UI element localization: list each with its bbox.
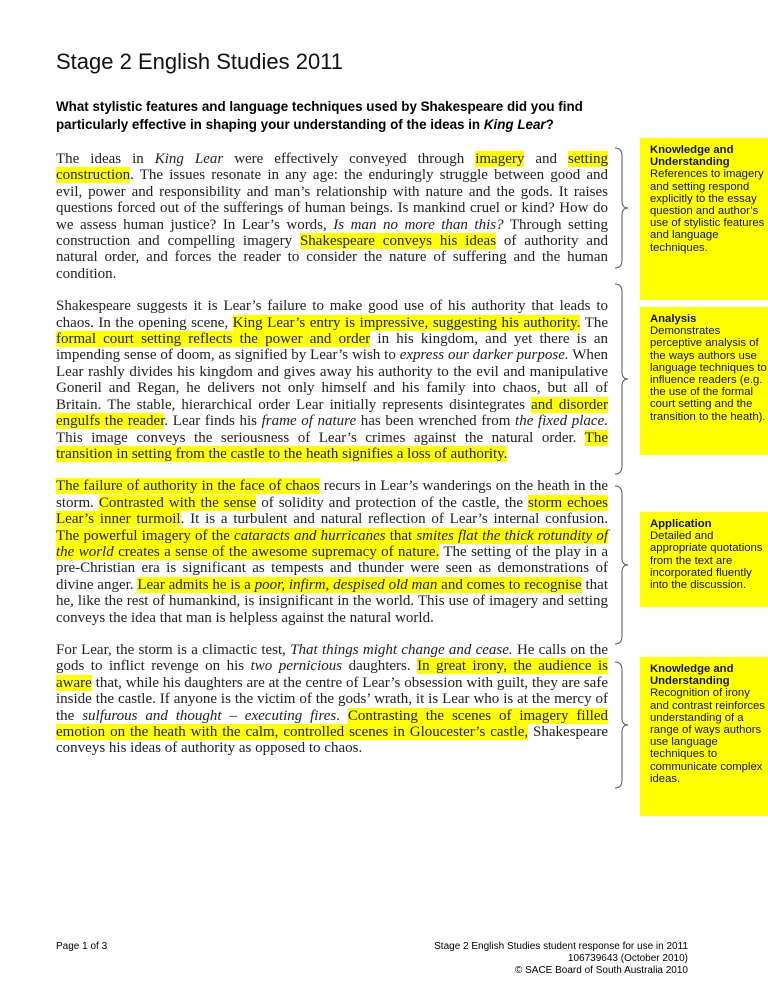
quotation-text: sulfurous and thought – executing fires [82, 707, 337, 724]
highlighted-text: formal court setting reflects the power and order [56, 331, 371, 348]
page-title: Stage 2 English Studies 2011 [56, 49, 344, 74]
body-text: . [336, 707, 348, 724]
quotation-text: That things might change and cease. [290, 641, 513, 658]
body-text: that he, like the rest of humankind, is insignificant in the world. This use of imagery and setting conveys the idea that man is helpless against the natural world. [56, 576, 608, 626]
brace-2 [612, 282, 634, 476]
highlighted-text: and disorder engulfs the reader [56, 396, 608, 430]
body-text: in his kingdom, and yet there is an impending sense of doom, as signified by Lear’s wish to [56, 331, 608, 364]
highlighted-text: and comes to recognise [437, 576, 582, 593]
note-body: Recognition of irony and contrast reinforces understanding of a range of ways authors use language techniques to communicate complex ideas. [650, 687, 765, 785]
quotation-text: King Lear [154, 151, 224, 167]
assessment-note-1 [640, 138, 768, 300]
quotation-text: the fixed place. [515, 413, 608, 430]
highlighted-text: King Lear’s entry is impressive, suggesting his authority. [232, 314, 581, 331]
page-number: Page 1 of 3 [56, 941, 108, 952]
paragraph-1 [56, 151, 608, 282]
highlighted-text: Shakespeare conveys his ideas [299, 233, 497, 250]
body-text: . It is a turbulent and natural reflection of Lear’s internal confusion. [180, 511, 608, 528]
note-heading: Knowledge and Understanding [650, 663, 734, 688]
body-text: Shakespeare conveys his ideas of authority as opposed to chaos. [56, 724, 608, 757]
assessment-note-2 [640, 307, 768, 455]
highlighted-text: Contrasted with the sense [98, 494, 257, 511]
question-mark: ? [545, 117, 554, 132]
body-text: daughters. [342, 658, 418, 675]
quotation-text: Is man no more than this? [333, 216, 504, 233]
body-text: This image conveys the seriousness of Lear’s crimes against the natural order. [56, 429, 585, 446]
highlighted-text: smites flat the thick rotundity of the world [56, 527, 609, 560]
paragraph-4 [56, 642, 608, 757]
note-body: Demonstrates perceptive analysis of the ways authors use language techniques to influence readers (e.g. the use of the formal court setting and the transition to the heath). [650, 325, 767, 423]
highlighted-text: storm echoes Lear’s inner turmoil [56, 494, 608, 528]
note-heading: Knowledge and Understanding [650, 144, 734, 169]
body-text: that, while his daughters are at the centre of Lear’s obsession with guilt, they are safe inside the castle. If anyone is the victim of the gods’ wrath, it is Lear who is at the mercy of the [56, 674, 608, 724]
highlighted-text: cataracts and hurricanes [234, 527, 386, 544]
highlighted-text: Contrasting the scenes of imagery filled emotion on the heath with the calm, controlled scenes in Gloucester’s castle, [56, 707, 609, 740]
essay-question [56, 98, 636, 134]
highlighted-text: setting construction [56, 151, 608, 184]
body-text: Shakespeare suggests it is Lear’s failure to make good use of his authority that leads to chaos. In the opening scene, [56, 298, 608, 331]
highlighted-text: The powerful imagery of the [56, 527, 235, 544]
assessment-note-3 [640, 512, 768, 607]
body-text: For Lear, the storm is a climactic test, [56, 641, 291, 658]
body-text: The [580, 314, 609, 331]
highlighted-text: poor, infirm, despised old man [254, 576, 438, 593]
essay-body [56, 151, 608, 773]
highlighted-text: imagery [475, 151, 525, 167]
note-body: References to imagery and setting respond explicitly to the essay question and author’s use of stylistic features and language techniques. [650, 168, 765, 254]
body-text: . Lear finds his [164, 413, 262, 430]
note-body: Detailed and appropriate quotations from the text are incorporated fluently into the discussion. [650, 530, 763, 592]
brace-3 [612, 484, 634, 646]
body-text: recurs in Lear’s wanderings on the heath in the storm. [56, 478, 608, 511]
highlighted-text: In great irony, the audience is aware [56, 658, 608, 691]
brace-1 [612, 146, 634, 270]
body-text: . The issues resonate in any age: the enduringly struggle between good and evil, power and responsibility and man’s relationship with nature and the gods. It raises questions forced out of the sufferings of human beings. Is mankind cruel or kind? How do we assess human justice? In Lear’s words, [56, 167, 608, 233]
body-text: He calls on the gods to inflict revenge on his [56, 641, 608, 675]
note-heading: Analysis [650, 313, 697, 325]
highlighted-text: The transition in setting from the castle to the heath signifies a loss of authority. [56, 429, 608, 462]
footer-line-1: Stage 2 English Studies student response for use in 2011 [434, 941, 688, 952]
footer-info [434, 941, 688, 977]
highlighted-text: creates a sense of the awesome supremacy of nature. [113, 543, 440, 560]
footer-line-3: © SACE Board of South Australia 2010 [514, 965, 688, 976]
quotation-text: frame of nature [261, 413, 357, 430]
body-text: The setting of the play in a pre-Christian era is significant as tempests and thunder were seen as demonstrations of divine anger. [56, 543, 608, 593]
quotation-text: express our darker purpose. [399, 347, 569, 364]
highlighted-text: that [385, 527, 417, 544]
body-text: of authority and natural order, and forces the reader to consider the nature of suffering and the human condition. [56, 233, 608, 282]
question-work-title: King Lear [483, 117, 546, 132]
body-text: When Lear rashly divides his kingdom and gives away his authority to the evil and manipulative Goneril and Regan, he delivers not only himself and his family into chaos, but all of Britain. The stable, hierarchical order Lear initially represents disintegrates [56, 347, 609, 413]
body-text: The ideas in [56, 151, 155, 167]
body-text: of solidity and protection of the castle, the [256, 494, 529, 511]
highlighted-text: Lear admits he is a [137, 576, 255, 593]
body-text: were effectively conveyed through [223, 151, 476, 167]
body-text: Through setting construction and compelling imagery [56, 216, 608, 250]
question-text: What stylistic features and language techniques used by Shakespeare did you find particularly effective in shaping your understanding of the ideas in [56, 99, 583, 132]
quotation-text: two pernicious [250, 658, 343, 675]
paragraph-2 [56, 298, 608, 462]
body-text: has been wrenched from [356, 413, 516, 430]
footer-line-2: 106739643 (October 2010) [567, 953, 688, 964]
assessment-note-4 [640, 657, 768, 816]
highlighted-text: The failure of authority in the face of chaos [56, 478, 320, 495]
body-text: and [524, 151, 568, 167]
paragraph-3 [56, 478, 608, 626]
brace-4 [612, 660, 634, 790]
note-heading: Application [650, 518, 712, 530]
